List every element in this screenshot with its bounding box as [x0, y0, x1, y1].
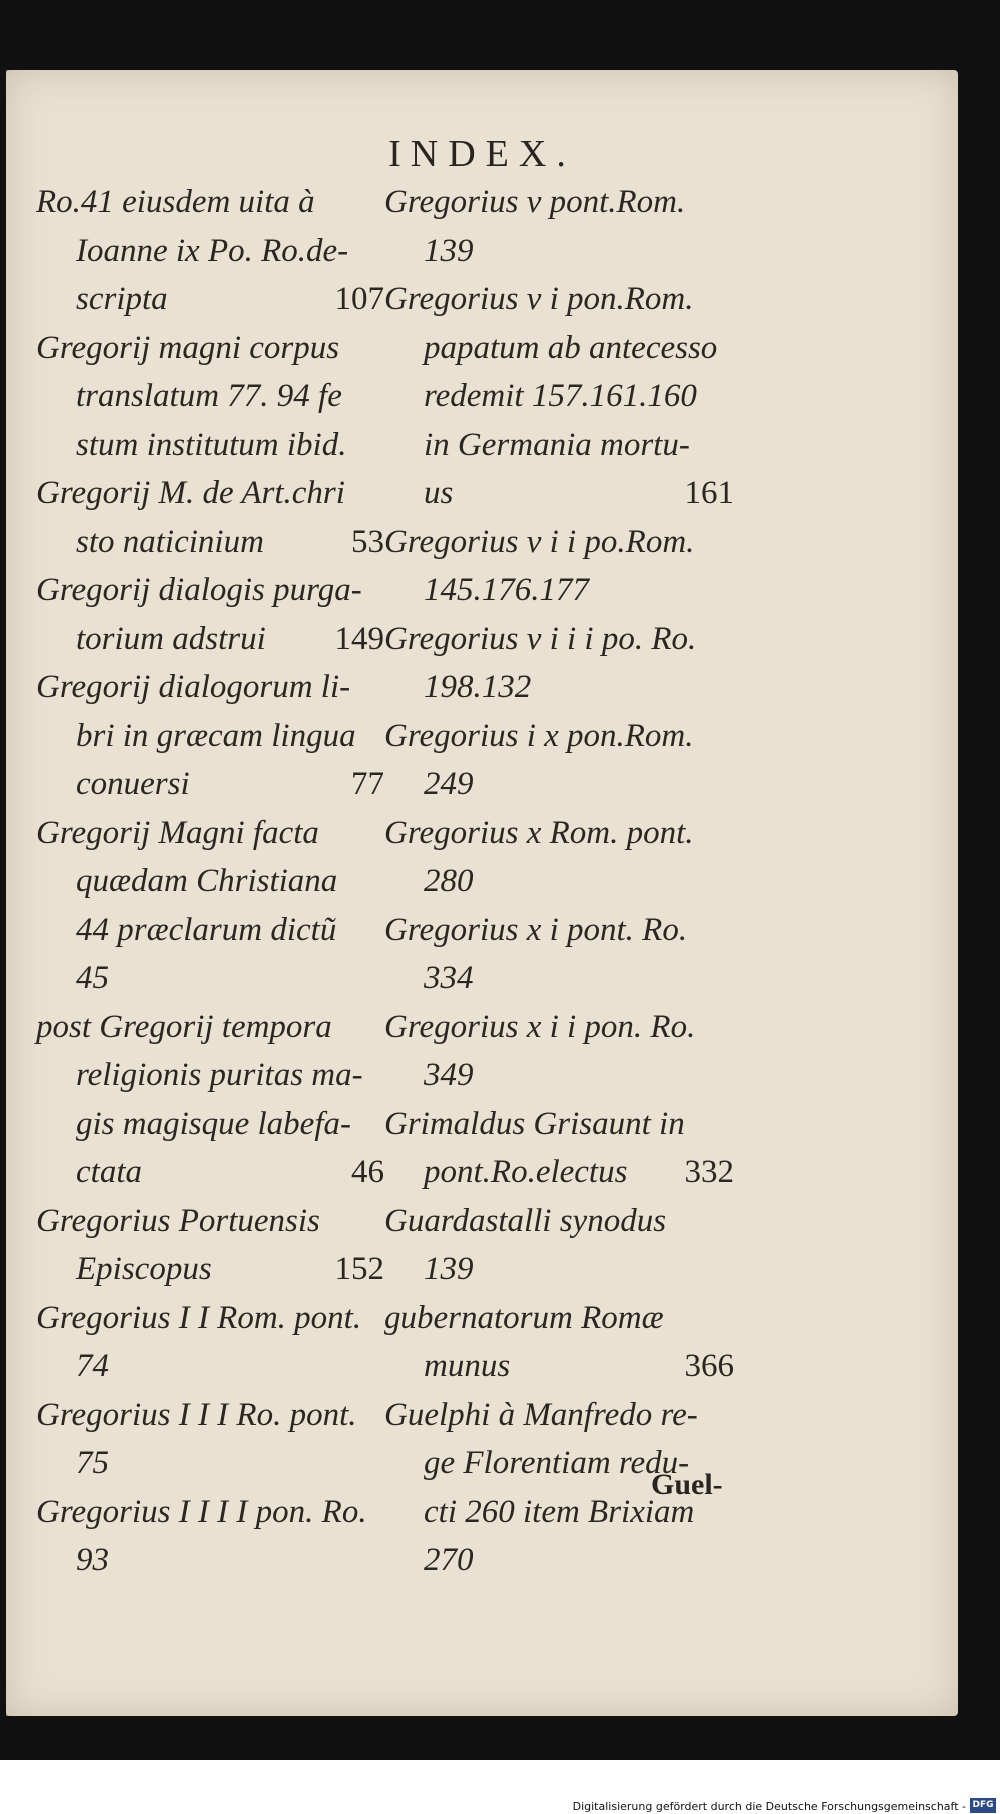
index-entry-line [384, 178, 734, 227]
index-entry-text: redemit 157.161.160 [424, 378, 697, 414]
index-entry-line [36, 1100, 384, 1149]
index-entry-text: torium adstrui [76, 620, 266, 657]
index-entry-line [384, 760, 734, 809]
index-entry-text: 45 [76, 960, 109, 996]
index-entry-text: 145.176.177 [424, 572, 589, 608]
index-entry-line [36, 178, 384, 227]
index-entry-line [36, 857, 384, 906]
index-page-number: 366 [684, 1348, 734, 1384]
dfg-logo: DFG [970, 1798, 996, 1813]
index-entry-line [384, 663, 734, 712]
index-entry-text: Ioanne ix Po. Ro.de- [76, 232, 349, 269]
index-column-left [36, 178, 384, 1585]
index-entry-line [36, 663, 384, 712]
index-entry-line [384, 275, 734, 324]
index-entry-text: Episcopus [76, 1251, 212, 1287]
index-entry-line [384, 421, 734, 470]
index-entry-text: Gregorius i x pon.Rom. [384, 717, 694, 754]
index-entry-line [36, 275, 384, 324]
index-entry-text: 349 [424, 1057, 474, 1093]
index-entry-text: Gregorij dialogorum li- [36, 669, 351, 705]
index-entry-text: Gregorij magni corpus [36, 329, 340, 366]
index-entry-line [384, 906, 734, 955]
index-page-number: 53 [351, 523, 384, 560]
index-entry-text: Gregorius x i pont. Ro. [384, 911, 688, 948]
index-entry-line [36, 227, 384, 276]
index-entry-line [36, 1342, 384, 1391]
index-entry-text: post Gregorij tempora [36, 1008, 332, 1045]
index-entry-text: Gregorius v i i i po. Ro. [384, 620, 697, 657]
index-entry-text: religionis puritas ma- [76, 1057, 363, 1093]
index-entry-text: sto naticinium [76, 523, 264, 560]
index-entry-line [384, 469, 734, 518]
index-entry-text: gis magisque labefa- [76, 1105, 351, 1142]
index-entry-text: 198.132 [424, 669, 532, 705]
index-entry-text: translatum 77. 94 fe [76, 378, 342, 414]
index-page-number: 152 [334, 1251, 384, 1287]
index-entry-line [36, 1391, 384, 1440]
index-entry-line [36, 615, 384, 664]
index-entry-text: scripta [76, 281, 168, 317]
index-entry-text: Grimaldus Grisaunt in [384, 1105, 685, 1142]
index-column-right [384, 178, 734, 1585]
index-page-number: 161 [684, 475, 734, 511]
index-entry-line [36, 1148, 384, 1197]
index-entry-text: Gregorij dialogis purga- [36, 572, 362, 608]
index-entry-line [384, 1051, 734, 1100]
index-entry-line [36, 372, 384, 421]
index-entry-text: Gregorius Portuensis [36, 1202, 320, 1239]
index-entry-text: 75 [76, 1445, 109, 1481]
index-entry-text: conuersi [76, 766, 190, 802]
index-entry-text: pont.Ro.electus [424, 1154, 628, 1190]
index-entry-line [384, 1245, 734, 1294]
index-entry-line [36, 518, 384, 567]
index-entry-line [384, 1342, 734, 1391]
digitization-footer [0, 1760, 1000, 1814]
index-page-number: 149 [334, 620, 384, 657]
index-entry-line [36, 1488, 384, 1537]
index-entry-line [384, 857, 734, 906]
index-entry-text: quædam Christiana [76, 863, 338, 899]
index-entry-line [384, 954, 734, 1003]
index-entry-line [36, 954, 384, 1003]
footer-credit: Digitalisierung gefördert durch die Deutsche Forschungsgemeinschaft - [572, 1800, 966, 1813]
index-entry-line [36, 1245, 384, 1294]
index-entry-text: munus [424, 1348, 511, 1384]
index-entry-text: Guelphi à Manfredo re- [384, 1396, 698, 1433]
index-entry-text: 74 [76, 1348, 109, 1384]
index-entry-text: 93 [76, 1542, 109, 1578]
index-entry-line [384, 227, 734, 276]
index-entry-text: in Germania mortu- [424, 426, 690, 463]
index-entry-line [36, 469, 384, 518]
index-entry-text: Gregorius x Rom. pont. [384, 814, 694, 851]
index-entry-text: ctata [76, 1154, 142, 1190]
index-entry-text: Gregorij Magni facta [36, 814, 319, 851]
index-entry-line [384, 809, 734, 858]
index-entry-line [384, 372, 734, 421]
index-page-number: 77 [351, 766, 384, 802]
index-entry-line [384, 566, 734, 615]
index-entry-text: cti 260 item Brixiam [424, 1493, 695, 1530]
index-entry-text: bri in græcam lingua [76, 717, 356, 754]
index-entry-line [36, 566, 384, 615]
index-entry-text: Gregorius v i pon.Rom. [384, 281, 694, 317]
index-entry-line [36, 809, 384, 858]
index-entry-text: Gregorius v pont.Rom. [384, 184, 686, 220]
index-entry-line [36, 1197, 384, 1246]
index-entry-text: Gregorij M. de Art.chri [36, 475, 345, 511]
index-entry-text: 334 [424, 960, 474, 996]
index-entry-line [36, 1294, 384, 1343]
index-entry-text: Gregorius x i i pon. Ro. [384, 1008, 696, 1045]
catchword: Guel- [651, 1468, 723, 1501]
index-entry-text: 44 præclarum dictũ [76, 911, 337, 948]
index-entry-line [36, 1003, 384, 1052]
index-entry-text: Ro.41 eiusdem uita à [36, 184, 315, 220]
index-entry-line [36, 324, 384, 373]
index-entry-line [384, 1148, 734, 1197]
index-entry-text: Gregorius v i i po.Rom. [384, 523, 695, 560]
book-page [6, 70, 958, 1716]
index-entry-line [384, 324, 734, 373]
running-head: INDEX. [388, 133, 576, 175]
index-entry-line [384, 1003, 734, 1052]
index-entry-text: us [424, 475, 454, 511]
index-entry-line [384, 712, 734, 761]
index-entry-line [36, 1439, 384, 1488]
index-entry-text: 249 [424, 766, 474, 802]
index-entry-text: Guardastalli synodus [384, 1202, 667, 1239]
index-entry-text: Gregorius I I Rom. pont. [36, 1299, 362, 1336]
index-entry-line [384, 1536, 734, 1585]
index-entry-line [36, 712, 384, 761]
index-page-number: 46 [351, 1154, 384, 1190]
index-entry-text: Gregorius I I I I pon. Ro. [36, 1493, 367, 1530]
index-entry-text: 270 [424, 1542, 474, 1578]
index-entry-line [36, 906, 384, 955]
index-entry-text: 280 [424, 863, 474, 899]
index-entry-line [36, 1536, 384, 1585]
index-entry-text: gubernatorum Romæ [384, 1299, 664, 1336]
index-entry-line [384, 1391, 734, 1440]
index-entry-line [384, 518, 734, 567]
index-entry-text: 139 [424, 1251, 474, 1287]
index-entry-text: Gregorius I I I Ro. pont. [36, 1396, 357, 1433]
index-entry-line [384, 1294, 734, 1343]
index-entry-line [384, 615, 734, 664]
index-page-number: 332 [684, 1154, 734, 1190]
index-entry-line [36, 421, 384, 470]
index-entry-text: 139 [424, 232, 474, 269]
index-entry-line [384, 1197, 734, 1246]
index-entry-line [36, 760, 384, 809]
index-entry-text: stum institutum ibid. [76, 426, 347, 463]
index-page-number: 107 [334, 281, 384, 317]
index-entry-text: ge Florentiam redu- [424, 1445, 690, 1481]
index-entry-line [36, 1051, 384, 1100]
index-entry-text: papatum ab antecesso [424, 329, 718, 366]
index-entry-line [384, 1100, 734, 1149]
